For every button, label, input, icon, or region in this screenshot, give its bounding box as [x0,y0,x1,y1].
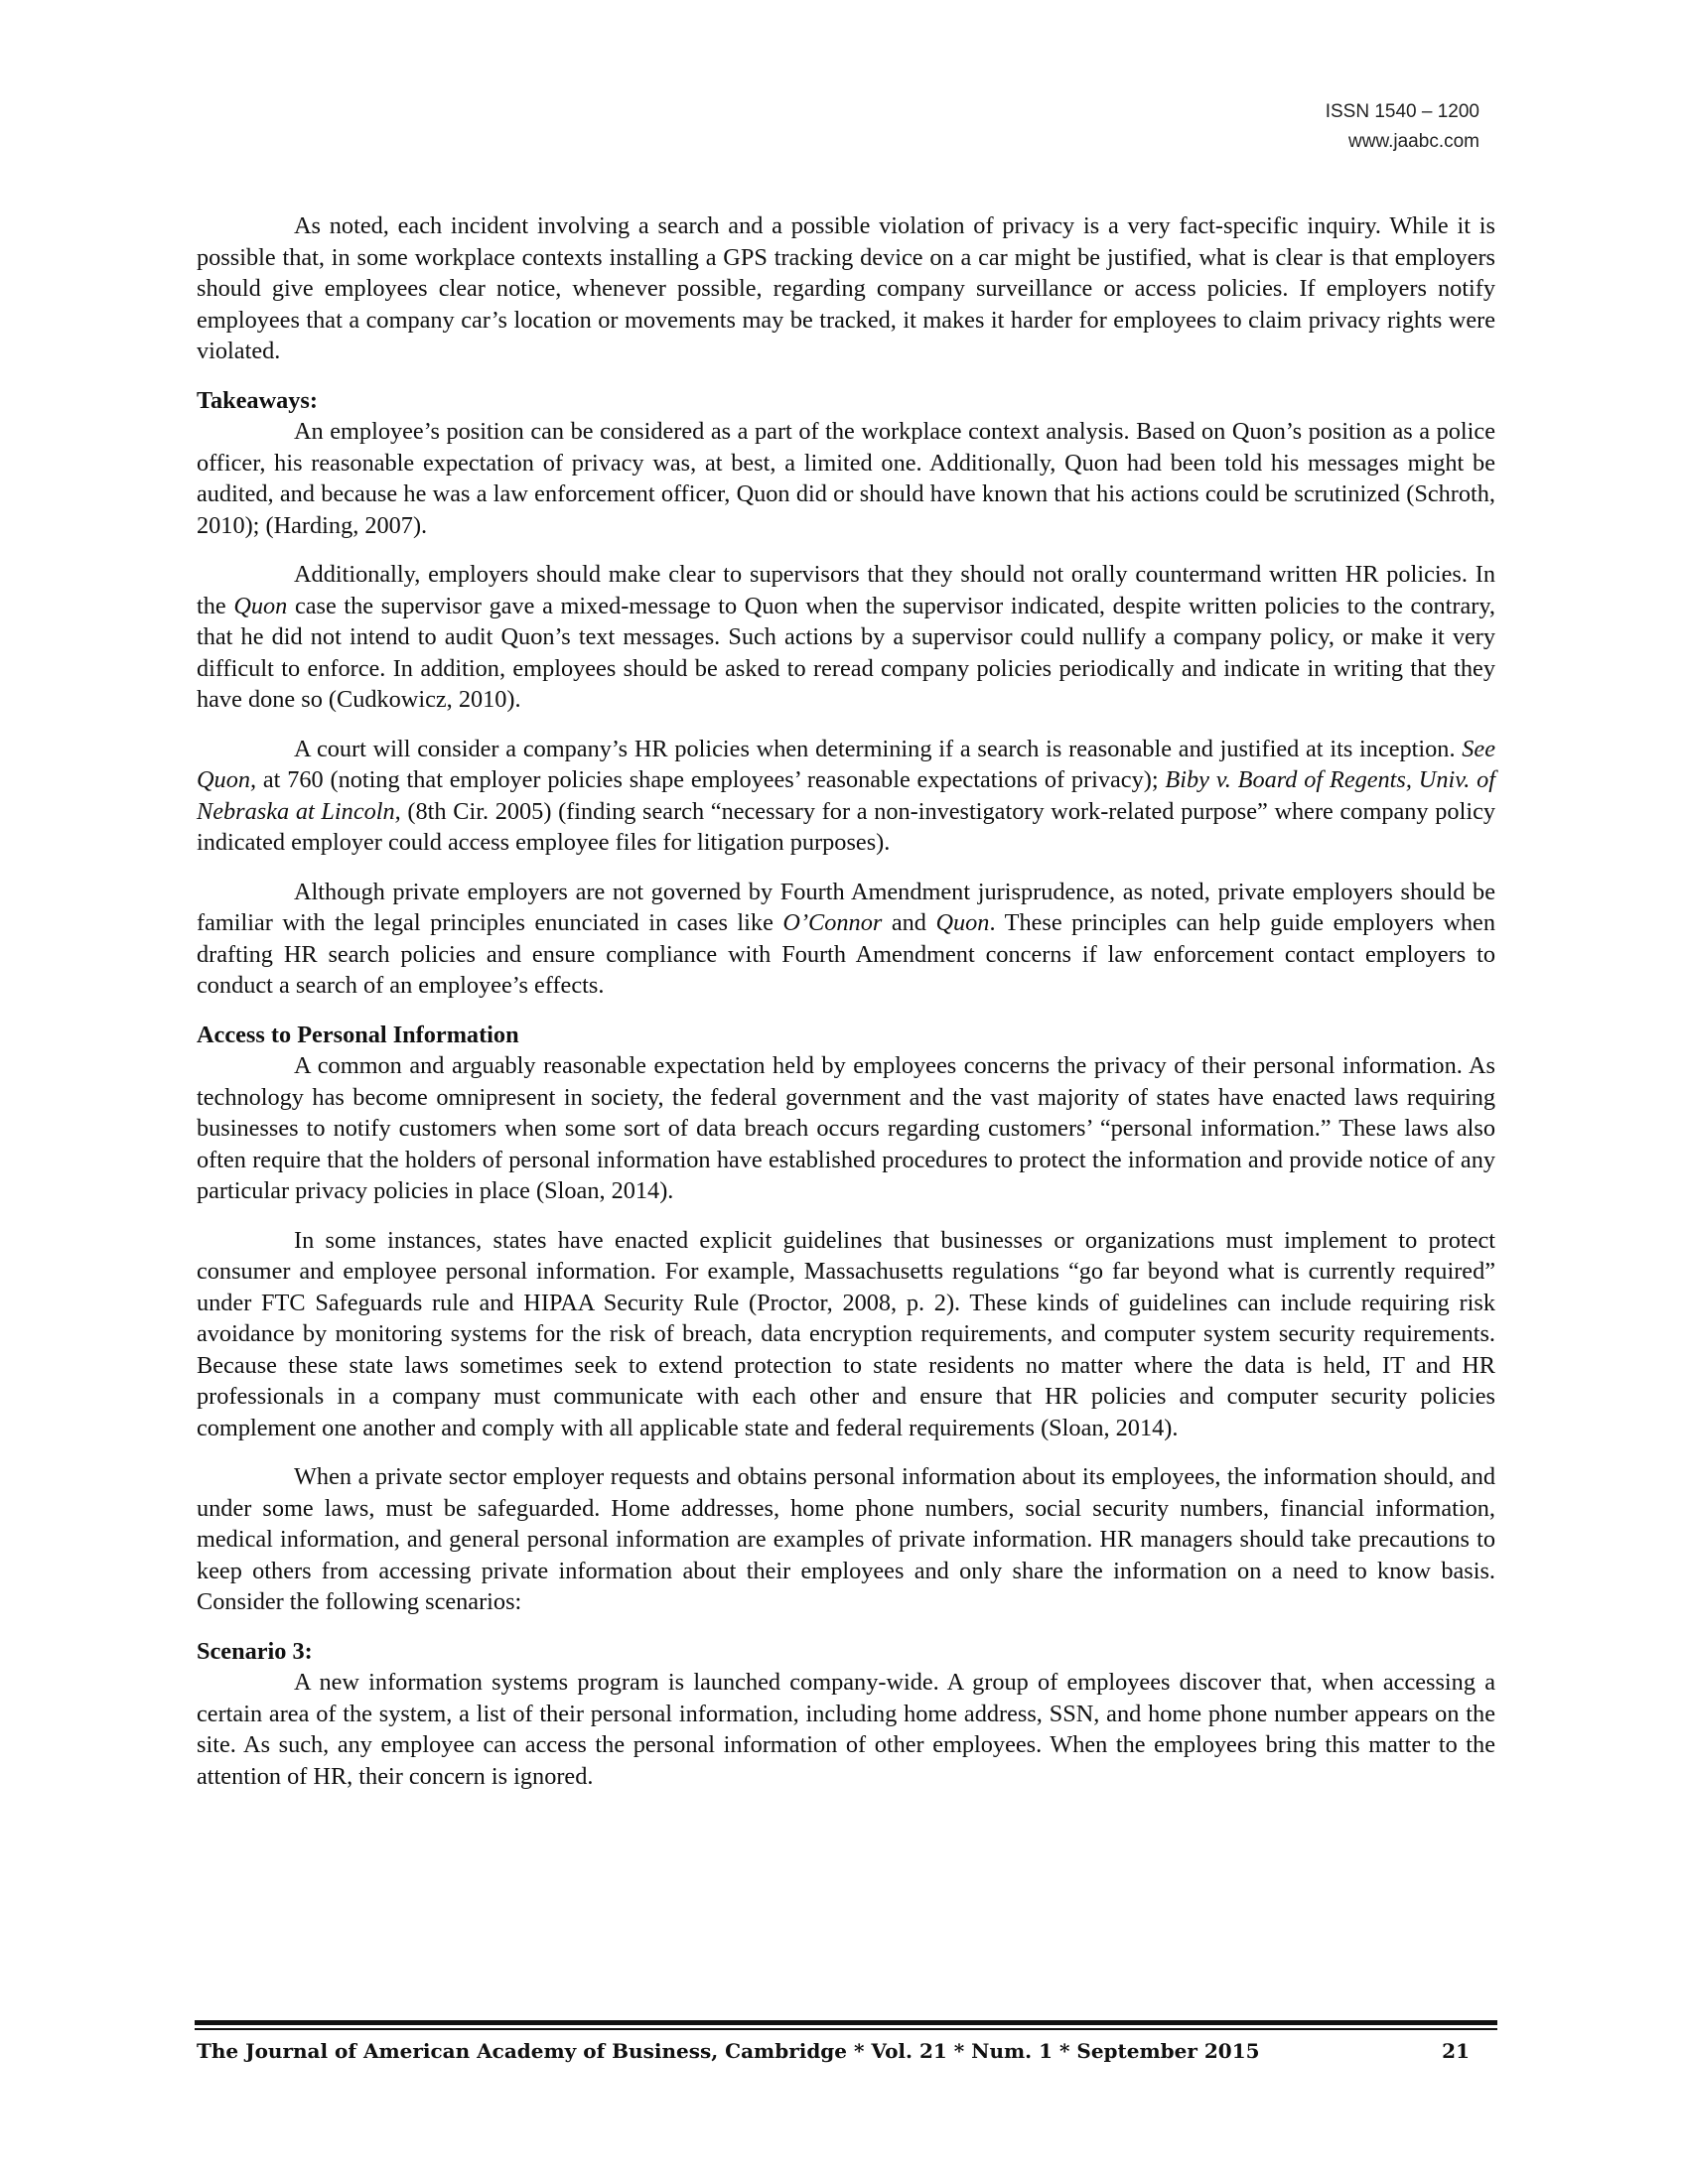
journal-citation: The Journal of American Academy of Business, Cambridge * Vol. 21 * Num. 1 * September 2015 [197,2039,1260,2063]
paragraph-employee-position: An employee’s position can be considered as a part of the workplace context analysis. Based on Quon’s position as a police officer, his reasonable expectation of privacy was, at best, a limited one. Additionally, Quon had been told his messages might be audited, and because he was a law enforcement officer, Quon did or should have known that his actions could be scrutinized (Schroth, 2010); (Harding, 2007). [197,418,1495,539]
citation-see-quon: See Quon, [197,735,1495,793]
footer-rule [195,2020,1497,2025]
text-run: . These principles can help guide employers when drafting HR search policies and ensure compliance with Fourth Amendment concerns if law enforcement contact employers to conduct a search of an employee’s effects. [197,909,1495,999]
paragraph-expectation-privacy: A common and arguably reasonable expectation held by employees concerns the privacy of their personal information. As technology has become omnipresent in society, the federal government and the vast majority of states have enacted laws requiring businesses to notify customers when some sort of data breach occurs regarding customers’ “personal information.” These laws also often require that the holders of personal information have established procedures to protect the information and provide notice of any particular privacy policies in place (Sloan, 2014). [197,1052,1495,1204]
website-label: www.jaabc.com [1348,131,1479,152]
paragraph-court-policies [197,734,1495,859]
issn-label: ISSN 1540 – 1200 [1325,101,1479,122]
footer-rule-thin [195,2028,1497,2030]
text-run: at 760 (noting that employer policies shape employees’ reasonable expectations of privacy); [256,766,1166,793]
text-run: A court will consider a company’s HR policies when determining if a search is reasonable and justified at its inception. [294,735,1463,762]
scenario-3-heading: Scenario 3: [197,1637,313,1665]
body-text [197,210,1495,1810]
case-name-quon: Quon [233,592,288,619]
paragraph-safeguarding: When a private sector employer requests and obtains personal information about its employees, the information should, and under some laws, must be safeguarded. Home addresses, home phone numbers, social security numbers, financial information, medical information, and general personal information are examples of private information. HR managers should take precautions to keep others from accessing private information about their employees and only share the information on a need to know basis. Consider the following scenarios: [197,1463,1495,1615]
page-header [1326,97,1479,157]
text-run: case the supervisor gave a mixed-message to Quon when the supervisor indicated, despite written policies to the contrary, that he did not intend to audit Quon’s text messages. Such actions by a supervisor could nullify a company policy, or make it very difficult to enforce. In addition, employees should be asked to reread company policies periodically and indicate in writing that they have done so (Cudkowicz, 2010). [197,592,1495,713]
case-name-quon: Quon [935,909,990,936]
text-run: (8th Cir. 2005) (finding search “necessary for a non-investigatory work-related purpose” where company policy indicated employer could access employee files for litigation purposes). [197,797,1496,856]
case-name-biby: Biby v. Board of Regents, Univ. of Nebraska at Lincoln, [197,766,1495,825]
takeaways-heading: Takeaways: [197,386,318,414]
paragraph-state-guidelines: In some instances, states have enacted explicit guidelines that businesses or organizations must implement to protect consumer and employee personal information. For example, Massachusetts regulations “go far beyond what is currently required” under FTC Safeguards rule and HIPAA Security Rule (Proctor, 2008, p. 2). These kinds of guidelines can include requiring risk avoidance by monitoring systems for the risk of breach, data encryption requirements, and computer system security requirements. Because these state laws sometimes seek to extend protection to state residents no matter where the data is held, IT and HR professionals in a company must communicate with each other and ensure that HR policies and computer security policies complement one another and comply with all applicable state and federal requirements (Sloan, 2014). [197,1226,1495,1441]
paragraph-supervisors [197,559,1495,716]
paragraph-private-employers [197,877,1495,1002]
page-footer [197,2035,1470,2067]
paragraph-gps-notice: As noted, each incident involving a search and a possible violation of privacy is a very fact-specific inquiry. While it is possible that, in some workplace contexts installing a GPS tracking device on a car might be justified, what is clear is that employers should give employees clear notice, whenever possible, regarding company surveillance or access policies. If employers notify employees that a company car’s location or movements may be tracked, it makes it harder for employees to claim privacy rights were violated. [197,212,1495,364]
text-run: Although private employers are not governed by Fourth Amendment jurisprudence, as noted, private employers should be familiar with the legal principles enunciated in cases like [197,878,1495,936]
text-run: and [882,909,936,936]
page-number: 21 [1442,2039,1470,2063]
access-personal-information-heading: Access to Personal Information [197,1021,519,1048]
text-run: Additionally, employers should make clear to supervisors that they should not orally countermand written HR policies. In the [197,561,1495,619]
case-name-oconnor: O’Connor [782,909,883,936]
paragraph-scenario-3: A new information systems program is launched company-wide. A group of employees discover that, when accessing a certain area of the system, a list of their personal information, including home address, SSN, and home phone number appears on the site. As such, any employee can access the personal information of other employees. When the employees bring this matter to the attention of HR, their concern is ignored. [197,1669,1495,1790]
